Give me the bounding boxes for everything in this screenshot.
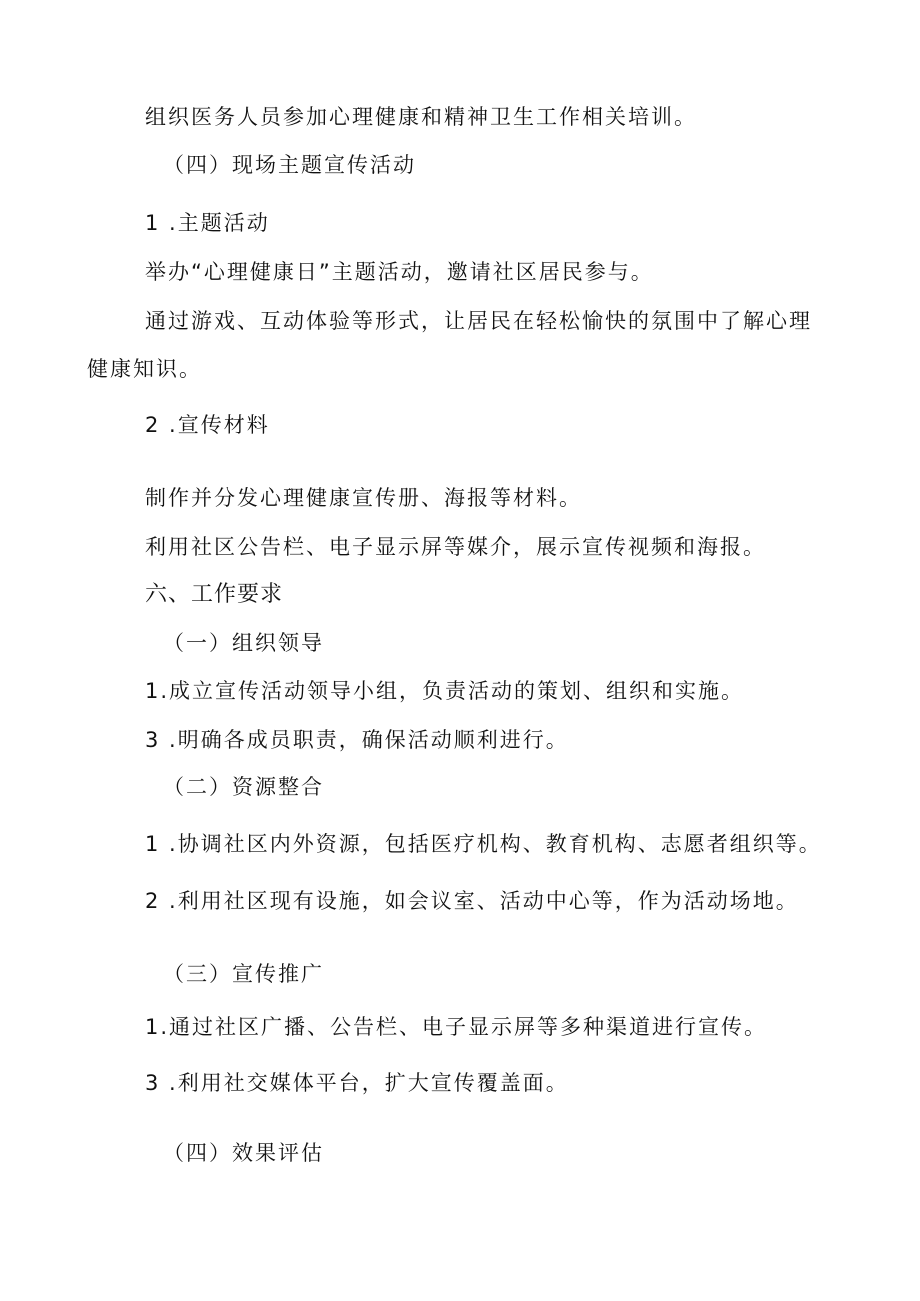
item-member-duties: 3 .明确各成员职责，确保活动顺利进行。 <box>145 728 569 752</box>
item-promo-materials: 2 .宣传材料 <box>145 413 270 437</box>
item-channels: 1.通过社区广播、公告栏、电子显示屏等多种渠道进行宣传。 <box>145 1015 768 1039</box>
subheading-resource-integration: （二）资源整合 <box>163 775 324 799</box>
paragraph-games-interaction: 通过游戏、互动体验等形式，让居民在轻松愉快的氛围中了解心理 <box>145 309 812 333</box>
subheading-evaluation: （四）效果评估 <box>163 1141 324 1165</box>
item-use-facilities: 2 .利用社区现有设施，如会议室、活动中心等，作为活动场地。 <box>145 889 799 913</box>
subheading-publicity: （三）宣传推广 <box>163 962 324 986</box>
item-leadership-group: 1.成立宣传活动领导小组，负责活动的策划、组织和实施。 <box>145 679 745 703</box>
subheading-onsite-activities: （四）现场主题宣传活动 <box>163 153 416 177</box>
item-coordinate-resources: 1 .协调社区内外资源，包括医疗机构、教育机构、志愿者组织等。 <box>145 832 822 856</box>
paragraph-training: 组织医务人员参加心理健康和精神卫生工作相关培训。 <box>145 105 697 129</box>
item-theme-activity: 1 .主题活动 <box>145 211 270 235</box>
paragraph-brochures: 制作并分发心理健康宣传册、海报等材料。 <box>145 486 582 510</box>
subheading-organization: （一）组织领导 <box>163 631 324 655</box>
item-social-media: 3 .利用社交媒体平台，扩大宣传覆盖面。 <box>145 1071 569 1095</box>
paragraph-games-interaction-cont: 健康知识。 <box>87 357 202 381</box>
paragraph-bulletin-boards: 利用社区公告栏、电子显示屏等媒介，展示宣传视频和海报。 <box>145 535 766 559</box>
section-heading-work-requirements: 六、工作要求 <box>145 582 284 607</box>
paragraph-mental-health-day: 举办“心理健康日”主题活动，邀请社区居民参与。 <box>145 260 654 284</box>
